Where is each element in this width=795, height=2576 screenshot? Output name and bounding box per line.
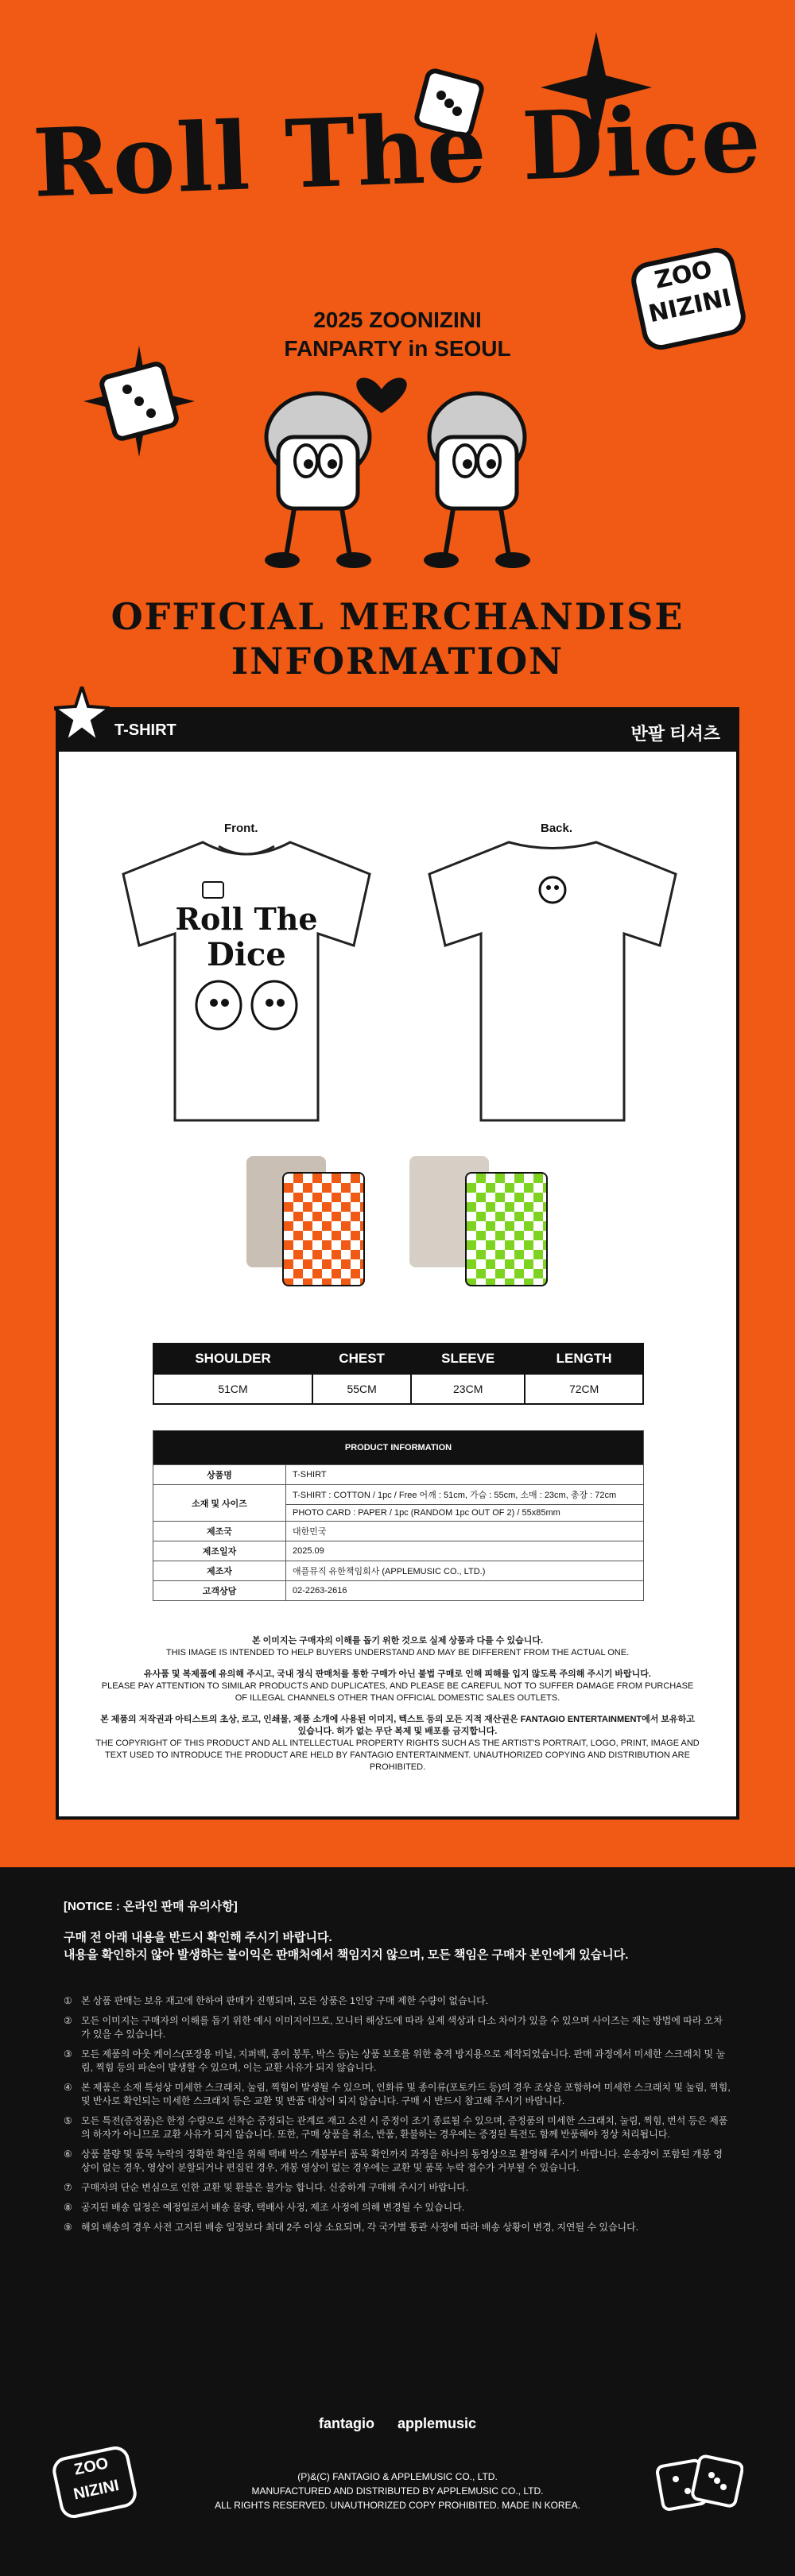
list-item xyxy=(64,2148,731,2175)
size-value-shoulder: 51CM xyxy=(153,1374,312,1404)
note-1-en: THIS IMAGE IS INTENDED TO HELP BUYERS UNDERSTAND AND MAY BE DIFFERENT FROM THE ACTUAL ONE. xyxy=(165,1648,630,1657)
info-value: T-SHIRT xyxy=(286,1465,644,1485)
copyright-line2: MANUFACTURED AND DISTRIBUTED BY APPLEMUSIC CO., LTD. xyxy=(251,2485,544,2497)
zoonizini-logo: ZOO NIZINI xyxy=(628,245,749,354)
list-item-text: 모든 제품의 아웃 케이스(포장용 비닐, 지퍼백, 종이 봉투, 박스 등)는 상품 보호를 위한 충격 방지용으로 제작되었습니다. 판매 과정에서 미세한 스크래치 및 눌림, 찍힘 등의 파손이 발생할 수 있으며, 이는 교환 사유가 되지 않습니다. xyxy=(81,2048,726,2073)
info-key: 제조국 xyxy=(153,1522,286,1541)
table-row xyxy=(153,1541,644,1561)
front-label: Front. xyxy=(224,822,258,835)
note-3-ko: 본 제품의 저작권과 아티스트의 초상, 로고, 인쇄물, 제품 소개에 사용된 이미지, 텍스트 등의 모든 지적 재산권은 FANTAGIO ENTERTAINMENT에서 보유하고 있습니다. 허가 없는 무단 복제 및 배포를 금지합니다. xyxy=(100,1715,695,1736)
size-header-length: LENGTH xyxy=(525,1344,643,1374)
dice-icon xyxy=(80,342,199,461)
mascot-characters-illustration xyxy=(231,366,564,572)
notice-intro-line1: 구매 전 아래 내용을 반드시 확인해 주시기 바랍니다. xyxy=(64,1931,332,1944)
list-item-number: ④ xyxy=(64,2082,72,2093)
size-table xyxy=(153,1343,644,1405)
size-header-chest: CHEST xyxy=(312,1344,411,1374)
merch-title-line1: OFFICIAL MERCHANDISE xyxy=(111,595,684,638)
list-item-number: ① xyxy=(64,1995,72,2006)
list-item-text: 모든 이미지는 구매자의 이해를 돕기 위한 예시 이미지이므로, 모니터 해상도에 따라 실제 색상과 다소 차이가 있을 수 있으며 사이즈는 재는 방법에 따라 오차가 있을 수 있습니다. xyxy=(81,2015,723,2040)
list-item xyxy=(64,1994,731,2008)
size-header-sleeve: SLEEVE xyxy=(411,1344,525,1374)
notice-intro xyxy=(64,1929,628,1964)
tshirt-front-image xyxy=(115,834,378,1128)
list-item xyxy=(64,2181,731,2195)
size-value-length: 72CM xyxy=(525,1374,643,1404)
product-info-title: PRODUCT INFORMATION xyxy=(153,1431,644,1465)
list-item xyxy=(64,2048,731,2075)
hero-subtitle-line2: FANPARTY in SEOUL xyxy=(284,336,511,361)
info-value: 02-2263-2616 xyxy=(286,1581,644,1601)
svg-text:Roll The: Roll The xyxy=(175,901,318,937)
list-item-number: ⑦ xyxy=(64,2182,72,2193)
info-value: T-SHIRT : COTTON / 1pc / Free 어깨 : 51cm, 가슴 : 55cm, 소매 : 23cm, 총장 : 72cm xyxy=(286,1485,644,1505)
notice-intro-line2: 내용을 확인하지 않아 발생하는 불이익은 판매처에서 책임지지 않으며, 모든 책임은 구매자 본인에게 있습니다. xyxy=(64,1948,629,1962)
fantagio-logo: fantagio xyxy=(318,2415,374,2431)
photocard-back-green xyxy=(465,1172,548,1286)
disclaimer-notes xyxy=(95,1635,700,1783)
hero-title: Roll The Dice xyxy=(31,83,764,219)
list-item-text: 해외 배송의 경우 사전 고지된 배송 일정보다 최대 2주 이상 소요되며, 각 국가별 통관 사정에 따라 배송 상황이 변경, 지연될 수 있습니다. xyxy=(81,2222,639,2233)
size-header-shoulder: SHOULDER xyxy=(153,1344,312,1374)
list-item-number: ⑤ xyxy=(64,2115,72,2126)
size-value-chest: 55CM xyxy=(312,1374,411,1404)
list-item-text: 공지된 배송 일정은 예정일로서 배송 물량, 택배사 사정, 제조 사정에 의해 변경될 수 있습니다. xyxy=(81,2202,465,2213)
notice-list xyxy=(64,1994,731,2241)
applemusic-logo: applemusic xyxy=(397,2415,477,2431)
info-value: 2025.09 xyxy=(286,1541,644,1561)
table-row xyxy=(153,1561,644,1581)
info-key: 제조일자 xyxy=(153,1541,286,1561)
list-item-text: 본 제품은 소재 특성상 미세한 스크래치, 눌림, 찍힘이 발생될 수 있으며, 인화류 및 종이류(포토카드 등)의 경우 조상을 포함하여 미세한 스크래치 및 눌림, 찍힘, 및 반사로 확인되는 미세한 스크래치 등은 교환 및 반품 대상이 되지 않습니다. 구매 시 반드시 참고해 주시기 바랍니다. xyxy=(81,2082,731,2106)
list-item-number: ⑧ xyxy=(64,2202,72,2213)
zoonizini-footer-logo: ZOO NIZINI xyxy=(50,2444,139,2521)
table-row xyxy=(153,1465,644,1485)
info-key: 소재 및 사이즈 xyxy=(153,1485,286,1522)
list-item-number: ③ xyxy=(64,2048,72,2060)
list-item-number: ⑥ xyxy=(64,2149,72,2160)
product-label-en: T-SHIRT xyxy=(114,721,176,739)
note-2-ko: 유사품 및 복제품에 유의해 주시고, 국내 정식 판매처를 통한 구매가 아닌 불법 구매로 인해 피해를 입지 않도록 주의해 주시기 바랍니다. xyxy=(144,1669,651,1679)
table-row xyxy=(153,1485,644,1505)
list-item-number: ② xyxy=(64,2015,72,2026)
list-item-text: 상품 불량 및 품목 누락의 정확한 확인을 위해 택배 박스 개봉부터 품목 확인까지 과정을 하나의 동영상으로 촬영해 주시기 바랍니다. 운송장이 포함된 개봉 영상이 없는 경우, 영상이 분할되거나 편집된 경우, 개봉 영상이 없는 경우에는 교환 및 품목 누락 접수가 거부될 수 있습니다. xyxy=(81,2149,723,2173)
photocard-back-orange xyxy=(282,1172,365,1286)
notice-title: [NOTICE : 온라인 판매 유의사항] xyxy=(64,1900,238,1913)
back-label: Back. xyxy=(541,822,573,835)
product-header-bar xyxy=(59,710,736,752)
list-item xyxy=(64,2221,731,2234)
list-item xyxy=(64,2014,731,2041)
merch-title-line2: INFORMATION xyxy=(231,640,564,683)
hero-banner xyxy=(0,0,795,683)
merch-title xyxy=(0,594,795,683)
info-value: 애플뮤직 유한책임회사 (APPLEMUSIC CO., LTD.) xyxy=(286,1561,644,1581)
list-item-number: ⑨ xyxy=(64,2222,72,2233)
copyright-line3: ALL RIGHTS RESERVED. UNAUTHORIZED COPY PROHIBITED. MADE IN KOREA. xyxy=(215,2500,580,2511)
size-table-header-row xyxy=(153,1344,643,1374)
table-row xyxy=(153,1581,644,1601)
copyright-line1: (P)&(C) FANTAGIO & APPLEMUSIC CO., LTD. xyxy=(297,2471,498,2482)
list-item-text: 구매자의 단순 변심으로 인한 교환 및 환불은 불가능 합니다. 신중하게 구매해 주시기 바랍니다. xyxy=(81,2182,469,2193)
list-item xyxy=(64,2201,731,2214)
list-item-text: 본 상품 판매는 보유 재고에 한하여 판매가 진행되며, 모든 상품은 1인당 구매 제한 수량이 없습니다. xyxy=(81,1995,489,2006)
note-2-en: PLEASE PAY ATTENTION TO SIMILAR PRODUCTS AND DUPLICATES, AND PLEASE BE CAREFUL NOT TO SUFFER DAMAGE FROM PURCHASE OF ILLEGAL CHANNELS OTHER THAN OFFICIAL DOMESTIC SALES OUTLETS. xyxy=(101,1681,694,1703)
star-icon xyxy=(54,687,110,742)
product-info-table xyxy=(153,1430,644,1601)
svg-text:Dice: Dice xyxy=(207,936,286,973)
table-row xyxy=(153,1522,644,1541)
info-key: 제조자 xyxy=(153,1561,286,1581)
brand-logos xyxy=(0,2415,795,2432)
note-1-ko: 본 이미지는 구매자의 이해를 돕기 위한 것으로 실제 상품과 다를 수 있습니다. xyxy=(251,1636,544,1646)
size-value-sleeve: 23CM xyxy=(411,1374,525,1404)
tshirt-back-image xyxy=(421,834,684,1128)
list-item xyxy=(64,2081,731,2108)
note-3-en: THE COPYRIGHT OF THIS PRODUCT AND ALL INTELLECTUAL PROPERTY RIGHTS SUCH AS THE ARTIST'S PORTRAIT, LOGO, PRINT, IMAGE AND TEXT USED TO INTRODUCE THE PRODUCT ARE HELD BY FANTAGIO ENTERTAINMENT. UNAUTHORIZED COPYING AND DISTRIBUTION ARE PROHIBITED. xyxy=(95,1739,700,1772)
info-key: 고객상담 xyxy=(153,1581,286,1601)
dice-icon xyxy=(656,2447,743,2519)
product-label-ko: 반팔 티셔츠 xyxy=(630,724,720,744)
list-item-text: 모든 특전(증정품)은 한정 수량으로 선착순 증정되는 관계로 재고 소진 시 증정이 조기 종료될 수 있으며, 증정품의 미세한 스크래치, 눌림, 찍힘, 번석 등은 제품의 하자가 아니므로 교환 사유가 되지 않습니다. 또한, 구매 상품을 취소, 반품, 환불하는 경우에는 증정된 특전도 함께 반품해야 정상 처리됩니다. xyxy=(81,2115,728,2140)
list-item xyxy=(64,2114,731,2141)
info-value: PHOTO CARD : PAPER / 1pc (RANDOM 1pc OUT OF 2) / 55x85mm xyxy=(286,1505,644,1522)
info-value: 대한민국 xyxy=(286,1522,644,1541)
info-key: 상품명 xyxy=(153,1465,286,1485)
hero-subtitle-line1: 2025 ZOONIZINI xyxy=(313,307,482,332)
size-table-value-row xyxy=(153,1374,643,1404)
